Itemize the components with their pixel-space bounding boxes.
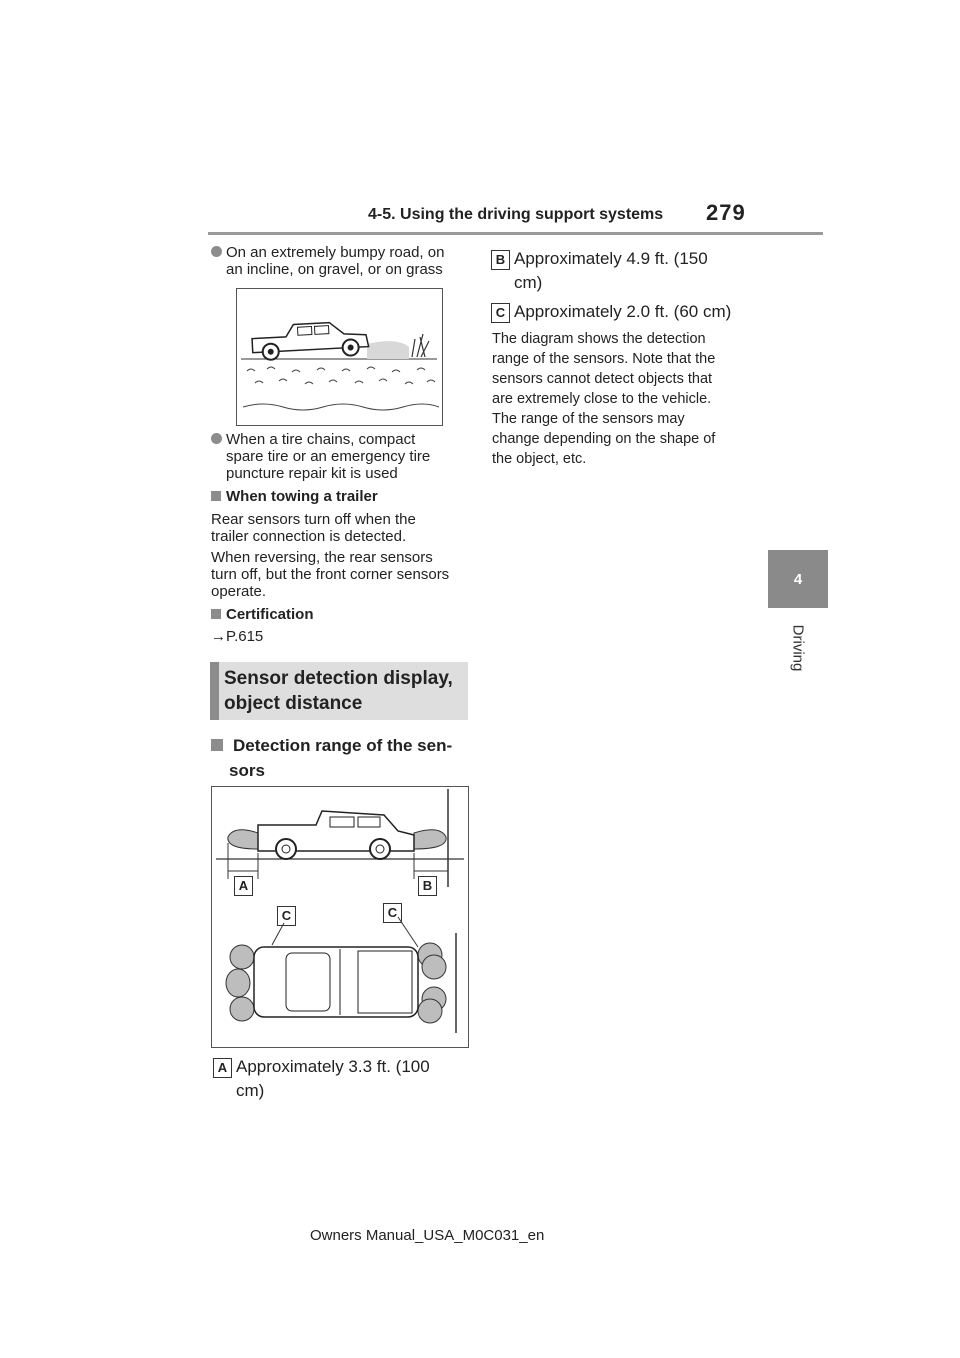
range-text-line: Approximately 4.9 ft. (150	[514, 249, 708, 268]
range-item-b	[491, 247, 751, 297]
bullet-text-line: puncture repair kit is used	[226, 465, 398, 482]
bullet-text-line: On an extremely bumpy road, on	[226, 244, 445, 261]
note-line: range of the sensors. Note that the	[492, 351, 716, 367]
para-line: Rear sensors turn off when the	[211, 511, 416, 528]
bullet-icon	[211, 246, 222, 257]
range-text-line: Approximately 3.3 ft. (100	[236, 1057, 430, 1076]
towing-paragraph-2	[211, 549, 471, 600]
bumpy-road-illustration	[236, 288, 443, 426]
banner-title-line: object distance	[224, 693, 363, 714]
towing-heading-text: When towing a trailer	[226, 488, 378, 505]
square-bullet-icon	[211, 739, 223, 751]
diagram-label-c-front: C	[383, 903, 402, 923]
arrow-right-icon: →	[211, 628, 226, 645]
certification-heading	[211, 606, 314, 623]
certification-reference[interactable]	[211, 628, 263, 645]
diagram-label-a: A	[234, 876, 253, 896]
header-divider	[208, 232, 823, 235]
note-line: are extremely close to the vehicle.	[492, 391, 712, 407]
range-label-a: A	[213, 1058, 232, 1078]
footer-manual-id: Owners Manual_USA_M0C031_en	[310, 1227, 545, 1244]
section-title: 4-5. Using the driving support systems	[368, 206, 664, 223]
para-line: turn off, but the front corner sensors	[211, 566, 450, 583]
banner-accent-bar	[210, 662, 219, 720]
bullet-text-line: When a tire chains, compact	[226, 431, 416, 448]
para-line: operate.	[211, 583, 267, 600]
detection-range-drawing	[212, 787, 468, 1047]
page-number: 279	[706, 200, 746, 225]
range-label-b: B	[491, 250, 510, 270]
banner-title-line: Sensor detection display,	[224, 668, 453, 689]
detection-note-1	[492, 329, 752, 409]
range-item-c	[491, 300, 751, 326]
bullet-bumpy-road	[211, 244, 471, 280]
bullet-tire-chains	[211, 431, 471, 483]
note-line: the object, etc.	[492, 451, 587, 467]
bullet-text-line: spare tire or an emergency tire	[226, 448, 431, 465]
square-bullet-icon	[211, 609, 221, 619]
heading-line: Detection range of the sen-	[233, 736, 453, 755]
bullet-icon	[211, 433, 222, 444]
chapter-label-text: Driving	[789, 624, 807, 672]
range-text-line: cm)	[514, 273, 543, 292]
page-reference-link[interactable]: P.615	[226, 628, 264, 645]
para-line: trailer connection is detected.	[211, 528, 407, 545]
towing-heading	[211, 488, 378, 505]
detection-note-2	[492, 409, 752, 469]
diagram-label-b: B	[418, 876, 437, 896]
detection-range-heading	[211, 733, 471, 783]
detection-range-diagram	[211, 786, 469, 1048]
chapter-tab: 4	[768, 550, 828, 608]
range-text-line: cm)	[236, 1081, 265, 1100]
note-line: sensors cannot detect objects that	[492, 371, 713, 387]
para-line: When reversing, the rear sensors	[211, 549, 433, 566]
diagram-label-c-rear: C	[277, 906, 296, 926]
range-item-a	[213, 1055, 468, 1105]
certification-heading-text: Certification	[226, 606, 314, 623]
chapter-label	[766, 618, 830, 678]
square-bullet-icon	[211, 491, 221, 501]
range-label-c: C	[491, 303, 510, 323]
towing-paragraph-1	[211, 511, 471, 545]
note-line: The diagram shows the detection	[492, 331, 706, 347]
section-banner	[210, 662, 468, 720]
range-text-line: Approximately 2.0 ft. (60 cm)	[514, 302, 732, 321]
bumpy-road-drawing	[237, 289, 442, 425]
note-line: The range of the sensors may	[492, 411, 685, 427]
bullet-text-line: an incline, on gravel, or on grass	[226, 261, 443, 278]
heading-line: sors	[229, 761, 265, 780]
note-line: change depending on the shape of	[492, 431, 716, 447]
